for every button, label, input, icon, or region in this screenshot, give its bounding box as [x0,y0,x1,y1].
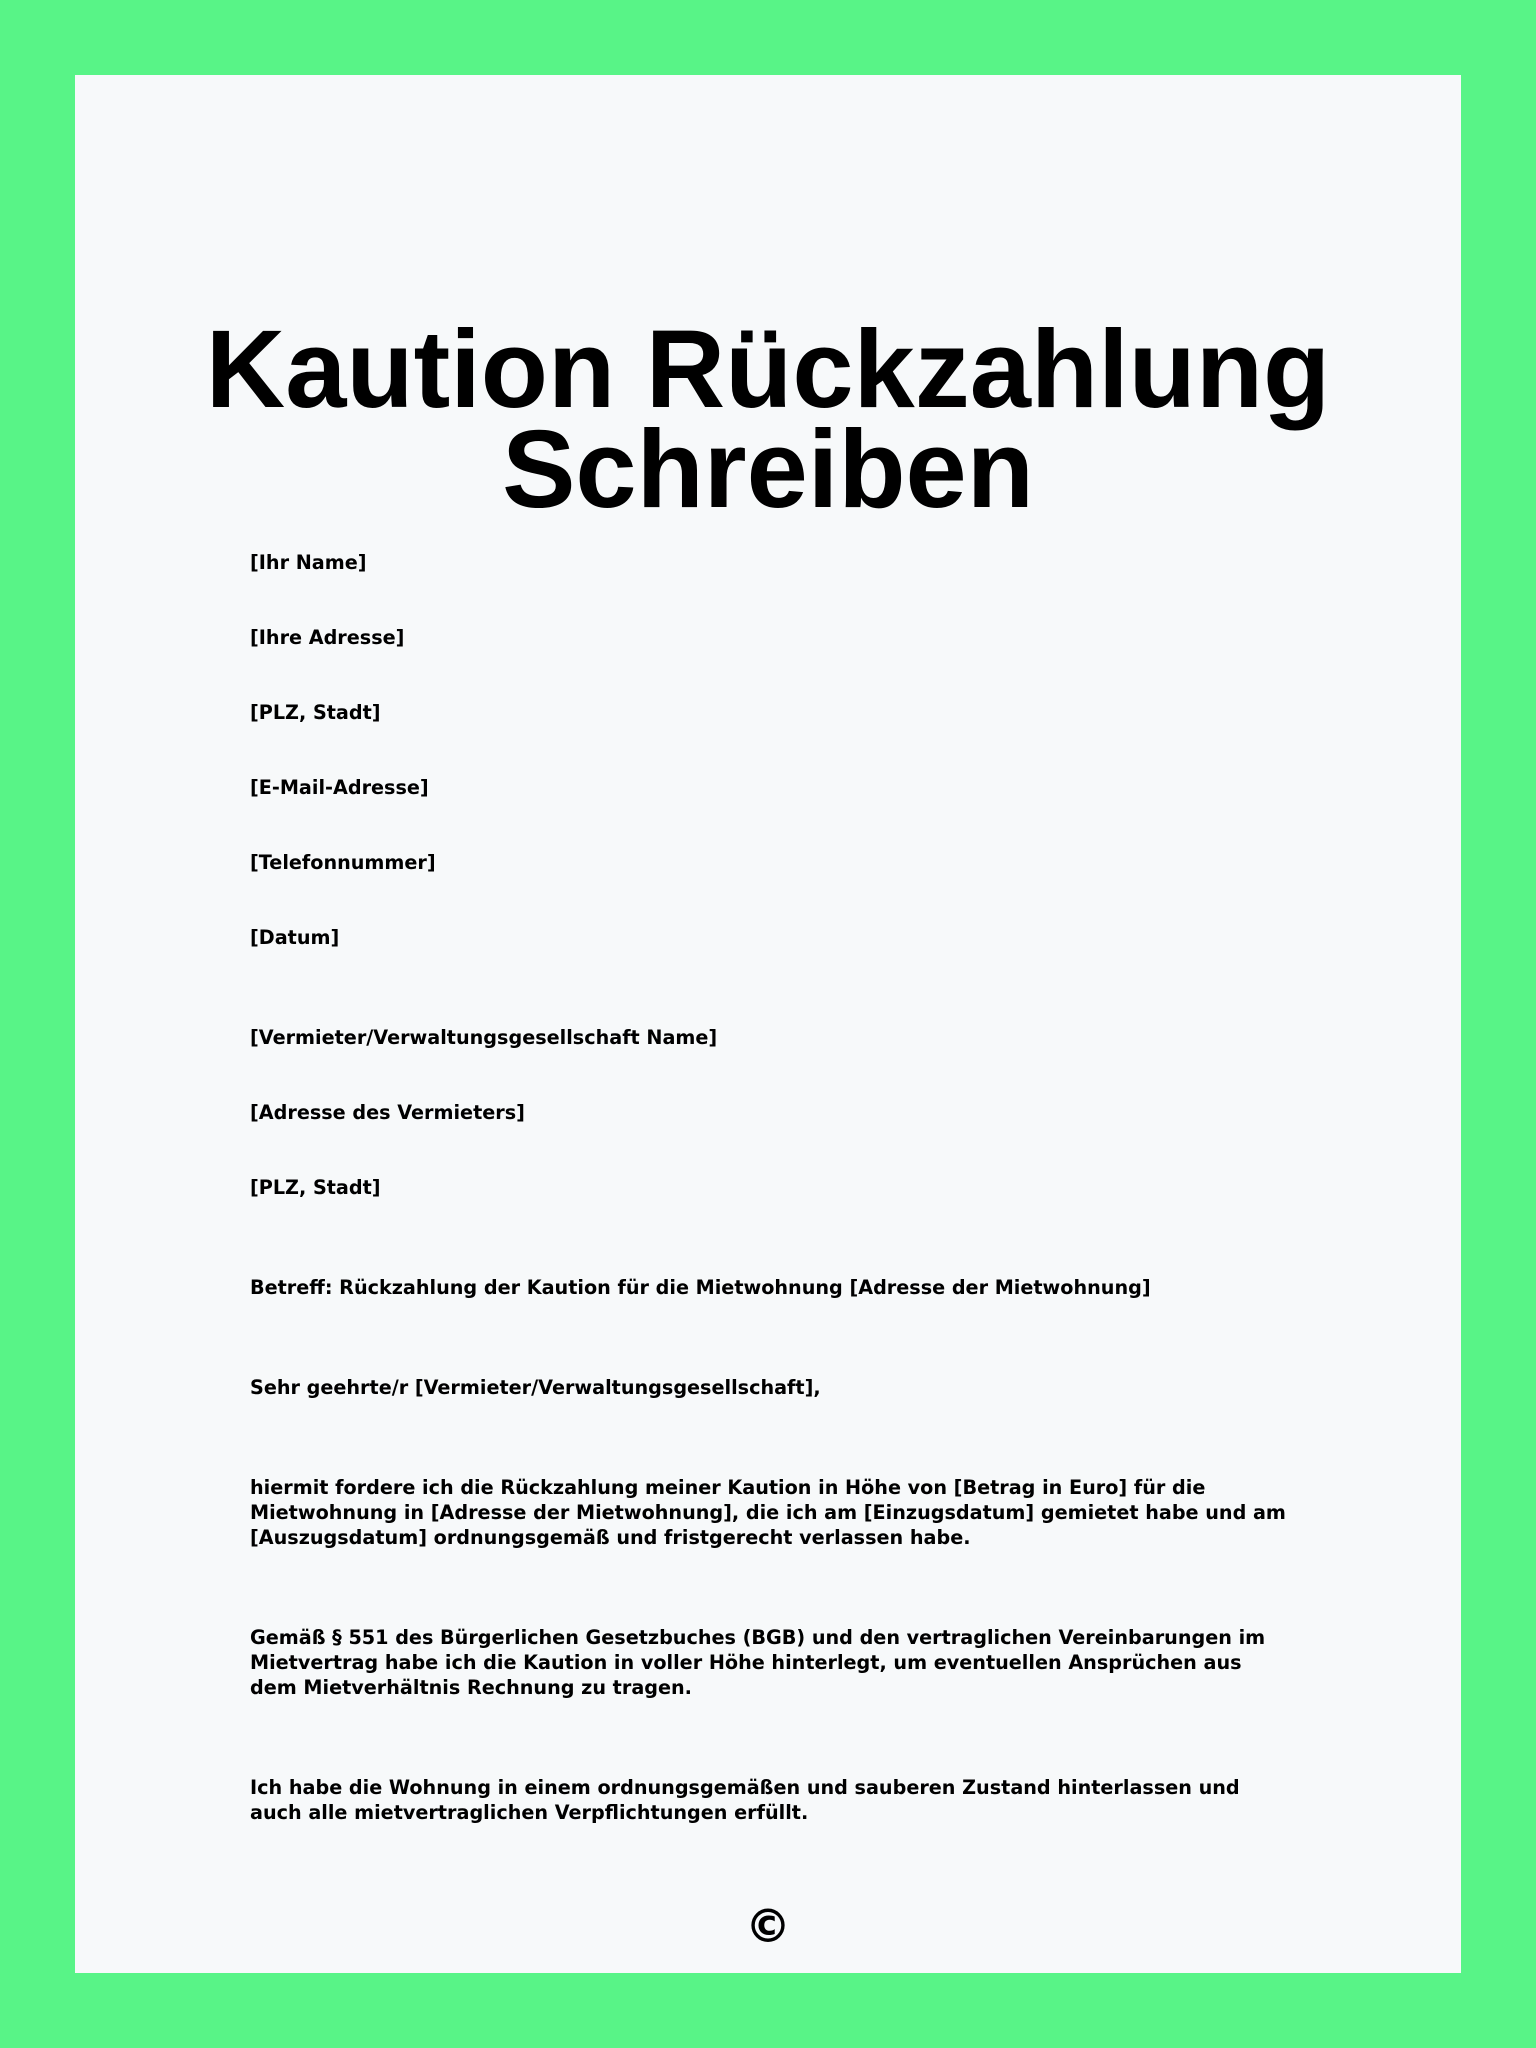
recipient-city: [PLZ, Stadt] [250,1176,381,1199]
document-page [75,75,1461,1973]
letter-date: [Datum] [250,926,340,949]
sender-city: [PLZ, Stadt] [250,701,381,724]
document-title-line-1: Kaution Rückzahlung [205,308,1331,431]
document-title [75,308,1461,531]
sender-phone: [Telefonnummer] [250,851,436,874]
sender-address: [Ihre Adresse] [250,626,405,649]
recipient-address: [Adresse des Vermieters] [250,1101,525,1124]
body-paragraph-1: hiermit fordere ich die Rückzahlung meiner Kaution in Höhe von [Betrag in Euro] für die Mietwohnung in [Adresse der Mietwohnung], die ich am [Einzugsdatum] gemietet habe und am [Auszugsdatum] ordnungsgemäß und fristgerecht verlassen habe. [250,1476,1286,1549]
body-paragraph-2: Gemäß § 551 des Bürgerlichen Gesetzbuches (BGB) und den vertraglichen Vereinbarungen im Mietvertrag habe ich die Kaution in voller Höhe hinterlegt, um eventuellen Ansprüchen aus dem Mietverhältnis Rechnung zu tragen. [250,1626,1266,1699]
document-title-line-2: Schreiben [502,408,1034,531]
letter-salutation: Sehr geehrte/r [Vermieter/Verwaltungsgesellschaft], [250,1376,821,1399]
sender-name: [Ihr Name] [250,551,367,574]
recipient-name: [Vermieter/Verwaltungsgesellschaft Name] [250,1026,718,1049]
body-paragraph-3: Ich habe die Wohnung in einem ordnungsgemäßen und sauberen Zustand hinterlassen und auch alle mietvertraglichen Verpflichtungen erfüllt. [250,1776,1240,1824]
sender-email: [E-Mail-Adresse] [250,776,429,799]
letter-subject: Betreff: Rückzahlung der Kaution für die Mietwohnung [Adresse der Mietwohnung] [250,1276,1151,1299]
copyright-symbol: © [745,1899,791,1953]
